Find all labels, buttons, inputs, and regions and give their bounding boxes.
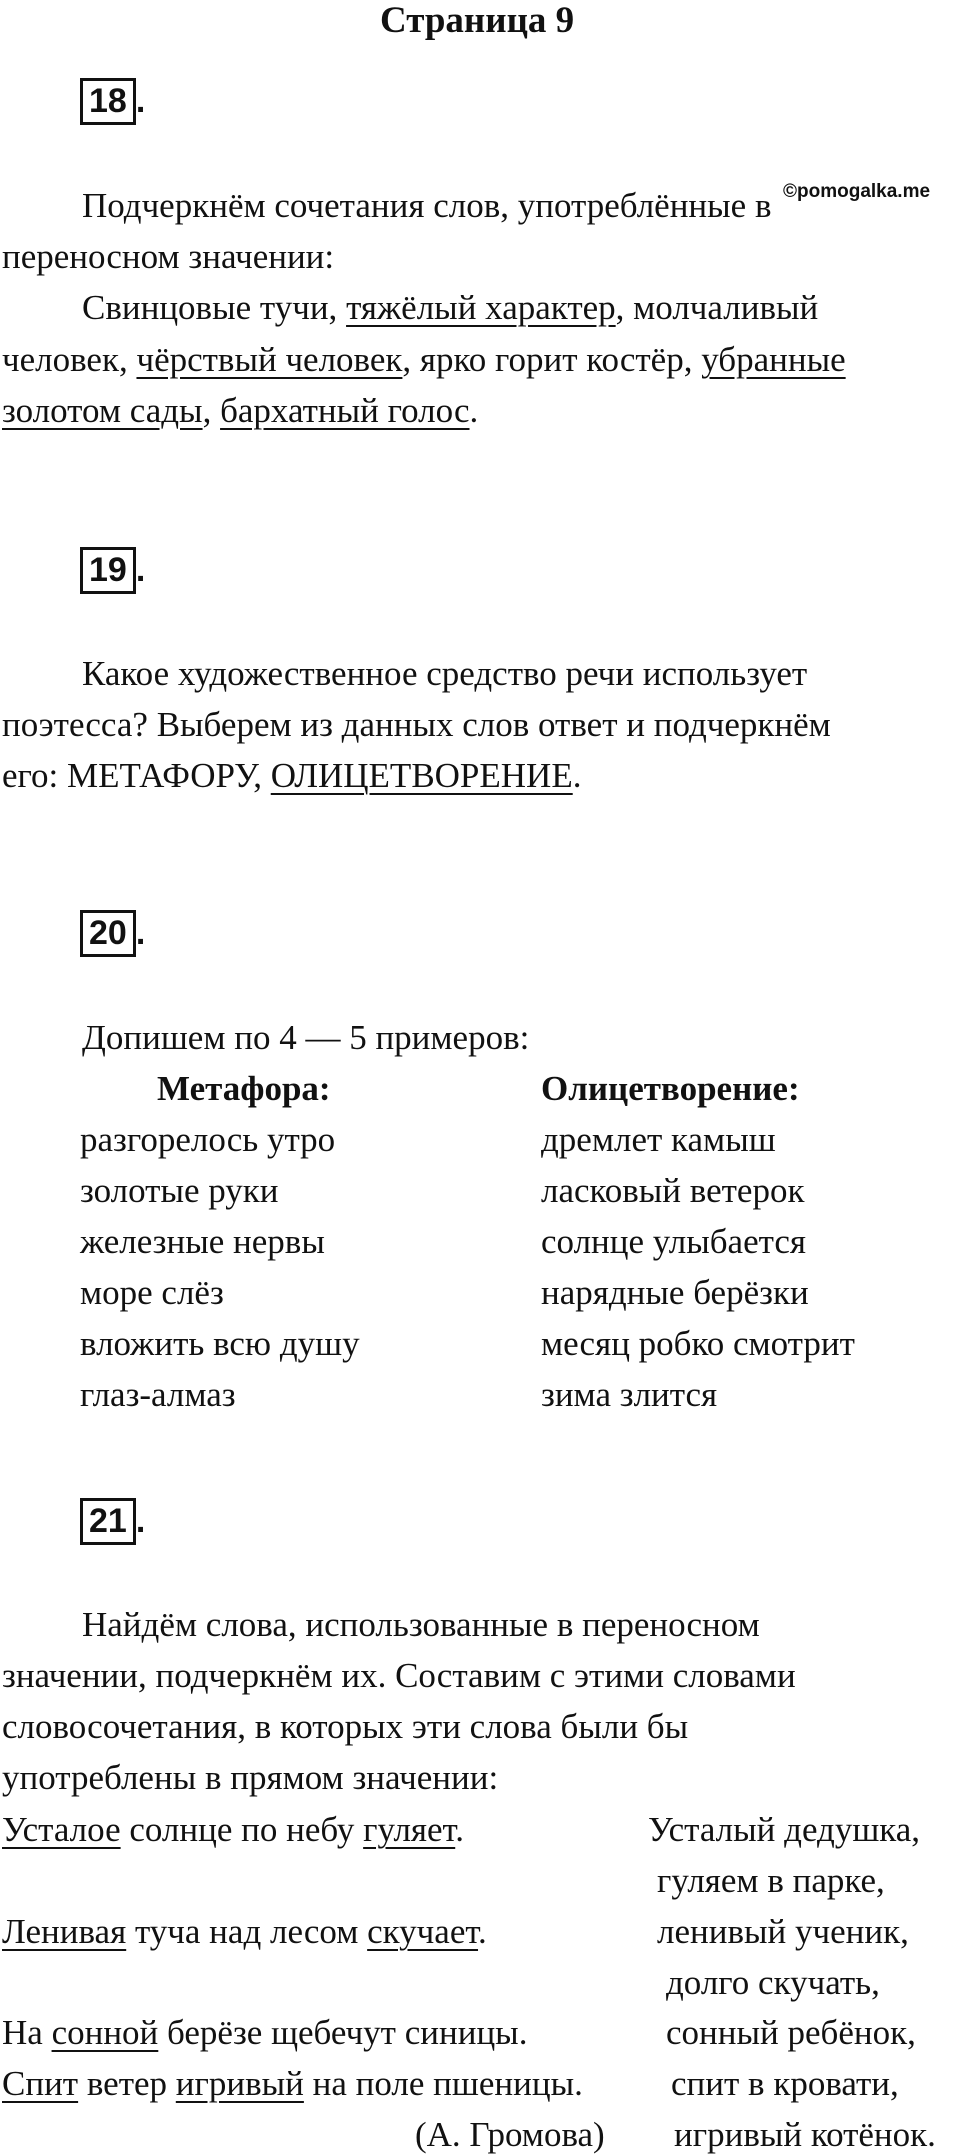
text-segment: Свинцовые тучи, [82,288,347,327]
task-number-box: 20 [80,910,136,957]
underlined-phrase: золотом сады [2,391,203,430]
underlined-phrase: бархатный голос [220,391,470,430]
task20-intro: Допишем по 4 — 5 примеров: [82,1018,530,1057]
underlined-word: Ленивая [2,1912,127,1951]
personification-item: ласковый ветерок [541,1171,805,1210]
direct-meaning-item: долго скучать, [666,1963,880,2002]
text-segment: солнце по небу [120,1810,364,1849]
task-number-18: 18 . [80,78,145,125]
underlined-word: гуляет [363,1810,456,1849]
task19-line2: поэтесса? Выберем из данных слов ответ и подчеркнём [2,705,831,744]
watermark: ©pomogalka.me [783,181,931,202]
text-segment: на поле пшеницы. [303,2064,583,2103]
metaphor-item: золотые руки [80,1171,279,1210]
page-title: Страница 9 [380,0,575,41]
underlined-phrase: ОЛИЦЕТВОРЕНИЕ [270,756,573,795]
task19-line3 [2,758,581,793]
text-segment: берёзе щебечут синицы. [158,2013,528,2052]
metaphor-item: море слёз [80,1273,224,1312]
text-segment: туча над лесом [126,1912,368,1951]
poem-author: (А. Громова) [415,2115,605,2154]
text-segment: На [2,2013,52,2052]
personification-item: дремлет камыш [541,1120,776,1159]
task-number-box: 19 [80,547,136,594]
text-segment: его: МЕТАФОРУ, [2,756,271,795]
task21-line3: словосочетания, в которых эти слова были бы [2,1707,689,1746]
direct-meaning-item: спит в кровати, [671,2064,899,2103]
text-segment: , [202,391,221,430]
poem-line [2,2066,583,2101]
underlined-phrase: тяжёлый характер [346,288,616,327]
task18-line1 [82,290,818,325]
task-number-19: 19 . [80,547,145,594]
text-segment: человек, [2,340,137,379]
task18-line3 [2,393,478,428]
text-segment: , ярко горит костёр, [402,340,702,379]
poem-line [2,1812,464,1847]
poem-line [2,2015,527,2050]
underlined-phrase: убранные [701,340,846,379]
metaphor-item: вложить всю душу [80,1324,360,1363]
underlined-word: скучает [367,1912,479,1951]
underlined-word: Спит [2,2064,79,2103]
direct-meaning-item: гуляем в парке, [657,1861,885,1900]
personification-item: солнце улыбается [541,1222,806,1261]
poem-line [2,1914,487,1949]
direct-meaning-item: игривый котёнок. [674,2115,936,2154]
direct-meaning-item: ленивый ученик, [657,1912,909,1951]
task18-intro-line2: переносном значении: [2,237,335,276]
personification-item: месяц робко смотрит [541,1324,855,1363]
metaphor-item: железные нервы [80,1222,325,1261]
personification-item: зима злится [541,1375,718,1414]
task19-line1: Какое художественное средство речи использует [82,654,808,693]
metaphor-item: разгорелось утро [80,1120,336,1159]
text-segment: . [478,1912,487,1951]
task21-line2: значении, подчеркнём их. Составим с этими словами [2,1656,796,1695]
underlined-word: сонной [51,2013,159,2052]
task-number-20: 20 . [80,910,145,957]
task18-line2 [2,342,846,377]
text-segment: . [572,756,582,795]
underlined-word: Усталое [2,1810,121,1849]
task21-line4: употреблены в прямом значении: [2,1758,499,1797]
task21-line1: Найдём слова, использованные в переносном [82,1605,760,1644]
text-segment: . [469,391,479,430]
underlined-phrase: чёрствый человек [136,340,403,379]
personification-item: нарядные берёзки [541,1273,809,1312]
text-segment: , молчаливый [615,288,819,327]
task18-intro-line1: Подчеркнём сочетания слов, употреблённые в [82,186,772,225]
task-number-box: 18 [80,78,136,125]
metaphor-item: глаз-алмаз [80,1375,236,1414]
text-segment: ветер [78,2064,176,2103]
metaphor-header: Метафора: [157,1069,331,1108]
task-number-21: 21 . [80,1498,145,1545]
text-segment: . [455,1810,464,1849]
underlined-word: игривый [175,2064,304,2103]
personification-header: Олицетворение: [541,1069,800,1108]
task-number-box: 21 [80,1498,136,1545]
direct-meaning-item: Усталый дедушка, [648,1810,921,1849]
direct-meaning-item: сонный ребёнок, [666,2013,916,2052]
